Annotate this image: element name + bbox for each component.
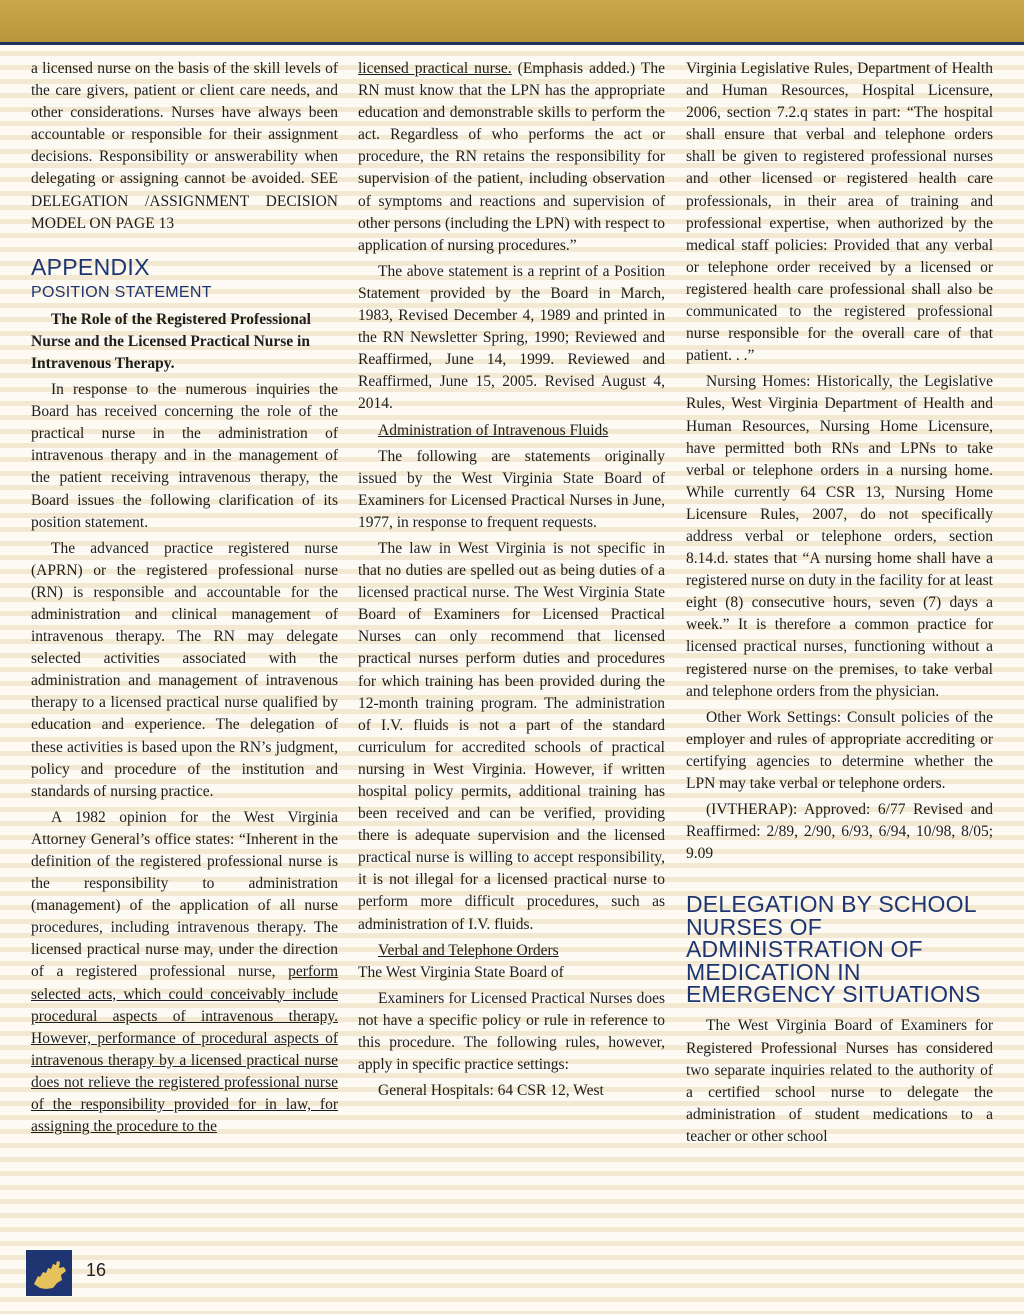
verbal-orders-heading <box>358 940 665 962</box>
column-middle <box>358 58 665 1102</box>
position-statement-heading: POSITION STATEMENT <box>31 283 212 301</box>
paragraph-board-line: The West Virginia State Board of <box>358 963 564 981</box>
delegation-heading: DELEGATION BY SCHOOL NURSES OF ADMINISTRATION OF MEDICATION IN EMERGENCY SITUATIONS <box>686 891 981 1007</box>
admin-iv-heading <box>358 420 665 442</box>
page-number: 16 <box>86 1260 107 1280</box>
appendix-heading: APPENDIX <box>31 253 150 280</box>
paragraph-board-rest: Examiners for Licensed Practical Nurses does not have a specific policy or rule in reference to this procedure. The following rules, however, apply in specific practice settings: <box>358 989 665 1074</box>
paragraph-intro: a licensed nurse on the basis of the skill levels of the care givers, patient or client care needs, and other considerations. Nurses have always been accountable or responsible for their assignment decisions. Responsibility or answerability when delegating or assigning cannot be avoided. SEE DELEGATION /ASSIGNMENT DECISION MODEL ON PAGE 13 <box>31 60 338 232</box>
paragraph-ivtherap: (IVTHERAP): Approved: 6/77 Revised and Reaffirmed: 2/89, 2/90, 6/93, 6/94, 10/98, 8/05; 9.09 <box>686 801 993 863</box>
header-bar <box>0 0 1024 45</box>
paragraph-delegation: The West Virginia Board of Examiners for Registered Professional Nurses has considered two separate inquiries related to the authority of a certified school nurse to delegate the administration of student medications to a teacher or other school <box>686 1017 993 1145</box>
paragraph-reprint: The above statement is a reprint of a Position Statement provided by the Board in March, 1983, Revised December 4, 1989 and printed in the RN Newsletter Spring, 1990; Reviewed and Reaffirmed, June 14, 1999. Reviewed and Reaffirmed, June 15, 2005. Revised August 4, 2014. <box>358 262 665 413</box>
paragraph-nursing-homes: Nursing Homes: Historically, the Legislative Rules, West Virginia Department of Health and Human Resources, Nursing Home Licensure, have permitted both RNs and LPNs to take verbal or telephone orders in a nursing home. While currently 64 CSR 13, Nursing Home Licensure Rules, 2007, do not specifically address verbal or telephone orders, section 8.14.d. states that “A nursing home shall have a registered nurse on duty in the facility for at least eight (8) consecutive hours, seven (7) days a week.” It is therefore a common practice for licensed practical nurses, functioning without a registered nurse on the premises, to take verbal and telephone orders from the physician. <box>686 373 993 700</box>
paragraph-opinion <box>31 807 338 1138</box>
paragraph-response: In response to the numerous inquiries the Board has received concerning the role of the practical nurse in the administration of intravenous therapy and in the management of the patient receiving intravenous therapy, the Board issues the following clarification of its position statement. <box>31 381 338 531</box>
opinion-text: A 1982 opinion for the West Virginia Attorney General’s office states: “Inherent in the definition of the registered professional nurse is the responsibility to administration (management) of the application of all nurse procedures, including intravenous therapy. The licensed practical nurse may, under the direction of a registered professional nurse, <box>31 808 338 981</box>
paragraph-virginia-rules: Virginia Legislative Rules, Department of Health and Human Resources, Hospital Licensure, 2006, section 7.2.q states in part: “The hospital shall ensure that verbal and telephone orders shall be given to registered professional nurses and other licensed or registered health care professionals, in their area of training and professional expertise, when authorized by the medical staff policies: Provided that any verbal or telephone order received by a licensed or registered health care professional shall also be communicated to the registered professional nurse responsible for the overall care of that patient. . .” <box>686 60 993 365</box>
admin-iv-heading-text: Administration of Intravenous Fluids <box>378 421 609 439</box>
paragraph-following: The following are statements originally issued by the West Virginia State Board of Examiners for Licensed Practical Nurses in June, 1977, in response to frequent requests. <box>358 447 665 531</box>
statement-title: The Role of the Registered Professional Nurse and the Licensed Practical Nurse in Intravenous Therapy. <box>31 310 311 372</box>
paragraph-continuation <box>358 58 665 257</box>
continuation-underlined-text: licensed practical nurse. <box>358 60 512 77</box>
opinion-underlined-text: perform selected acts, which could conceivably include procedural aspects of intravenous therapy. However, performance of procedural aspects of intravenous therapy by a licensed practical nurse does not relieve the registered professional nurse of the responsibility provided for in law, for assigning the procedure to the <box>31 963 338 1136</box>
paragraph-law: The law in West Virginia is not specific in that no duties are spelled out as being duties of a licensed practical nurse. The West Virginia State Board of Examiners for Licensed Practical Nurses can only recommend that licensed practical nurses perform duties and procedures for which training has been provided during the 12-month training program. The administration of I.V. fluids is not a part of the standard curriculum for accredited schools of practical nursing in West Virginia. However, if written hospital policy permits, additional training has been received and can be verified, providing there is adequate supervision and the licensed practical nurse is willing to accept responsibility, it is not illegal for a licensed practical nurse to perform more difficult procedures, such as administration of I.V. fluids. <box>358 539 665 933</box>
paragraph-aprn: The advanced practice registered nurse (APRN) or the registered professional nurse (RN) is responsible and accountable for the administration and clinical management of intravenous therapy. The RN may delegate selected activities associated with the administration and management of intravenous therapy to a licensed practical nurse qualified by education and experience. The delegation of these activities is based upon the RN’s judgment, policy and procedure of the institution and standards of nursing practice. <box>31 539 338 800</box>
column-left <box>31 58 338 1138</box>
paragraph-general-hospitals: General Hospitals: 64 CSR 12, West <box>378 1082 604 1100</box>
continuation-text: (Emphasis added.) The RN must know that the LPN has the appropriate education and demonstrable skills to perform the act. Regardless of who performs the act or procedure, the RN retains the responsibility for supervision of the patient, including observation of symptoms and reactions and supervision of other persons (including the LPN) with respect to application of nursing procedures.” <box>358 60 665 254</box>
verbal-orders-heading-text: Verbal and Telephone Orders <box>378 941 559 959</box>
column-right <box>686 58 993 1148</box>
paragraph-other-settings: Other Work Settings: Consult policies of the employer and rules of appropriate accrediting or certifying agencies to determine whether the LPN may take verbal or telephone orders. <box>686 708 993 792</box>
west-virginia-state-icon <box>26 1250 72 1296</box>
